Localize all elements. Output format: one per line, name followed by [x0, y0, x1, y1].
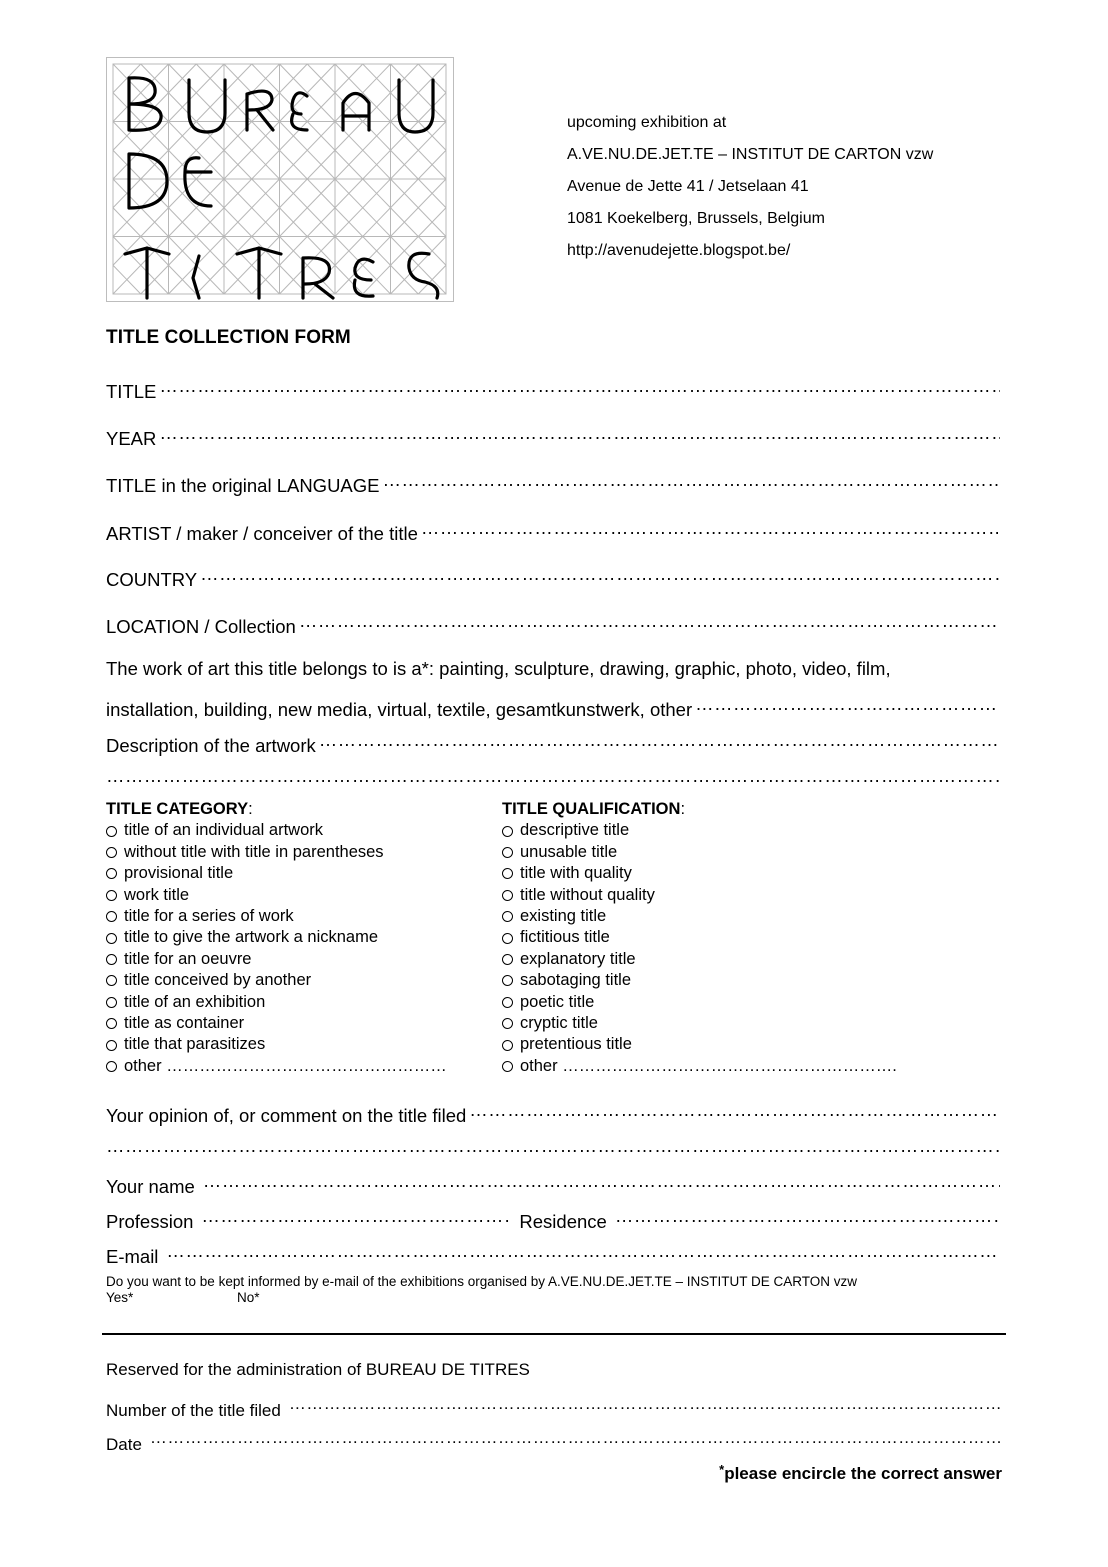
category-option-label: title of an exhibition	[124, 992, 266, 1011]
logo-grid-graphic	[107, 58, 453, 301]
category-option-label: title conceived by another	[124, 971, 312, 990]
email-label: E-mail	[106, 1246, 159, 1267]
category-option-label: title to give the artwork a nickname	[124, 928, 379, 947]
radio-circle-icon[interactable]	[502, 868, 513, 879]
country-label: COUNTRY	[106, 569, 198, 590]
original-language-fill-line[interactable]	[383, 468, 1001, 492]
radio-circle-icon[interactable]	[502, 1061, 513, 1072]
title-qualification-column	[502, 799, 1002, 1077]
location-label: LOCATION / Collection	[106, 616, 296, 637]
category-option[interactable]	[106, 927, 496, 948]
radio-circle-icon[interactable]	[106, 933, 117, 944]
country-field[interactable]	[106, 562, 1000, 592]
qualification-option-label: other …………………………………………………….	[520, 1056, 897, 1075]
radio-circle-icon[interactable]	[106, 1061, 117, 1072]
admin-number-field[interactable]	[106, 1392, 1000, 1423]
radio-circle-icon[interactable]	[502, 847, 513, 858]
opinion-fill-line[interactable]	[469, 1098, 1000, 1122]
location-field[interactable]	[106, 609, 1000, 639]
opinion-fill-line-2[interactable]	[106, 1134, 1000, 1158]
radio-circle-icon[interactable]	[106, 847, 117, 858]
description-continuation[interactable]	[106, 764, 1000, 788]
title-category-heading	[106, 799, 496, 820]
admin-heading: Reserved for the administration of BUREAU DE TITRES	[106, 1360, 530, 1379]
qualification-option-label: title without quality	[520, 885, 655, 904]
footnote-text: please encircle the correct answer	[724, 1464, 1002, 1483]
qualification-option-label: poetic title	[520, 992, 595, 1011]
admin-number-fill-line[interactable]	[289, 1392, 1000, 1416]
category-option-label: title as container	[124, 1014, 245, 1033]
radio-circle-icon[interactable]	[106, 826, 117, 837]
newsletter-yes-option[interactable]: Yes*	[106, 1290, 134, 1305]
qualification-option[interactable]	[502, 885, 1002, 906]
radio-circle-icon[interactable]	[106, 975, 117, 986]
year-label: YEAR	[106, 428, 157, 449]
year-field[interactable]	[106, 421, 1000, 451]
radio-circle-icon[interactable]	[502, 1040, 513, 1051]
category-option-label: title for an oeuvre	[124, 949, 252, 968]
divider-line	[102, 1333, 1006, 1335]
category-option-label: other ……………………………………………	[124, 1056, 447, 1075]
footnote	[719, 1462, 1002, 1484]
qualification-option[interactable]	[502, 949, 1002, 970]
qualification-option-label: pretentious title	[520, 1035, 632, 1054]
email-fill-line[interactable]	[166, 1239, 1000, 1263]
title-qualification-heading	[502, 799, 1002, 820]
category-option[interactable]	[106, 949, 496, 970]
radio-circle-icon[interactable]	[502, 997, 513, 1008]
title-qualification-heading-text: TITLE QUALIFICATION	[502, 800, 681, 818]
qualification-option-label: sabotaging title	[520, 971, 631, 990]
logo-letter-stroke	[185, 158, 211, 206]
header-line-city: 1081 Koekelberg, Brussels, Belgium	[567, 210, 825, 227]
category-option-label: work title	[124, 885, 190, 904]
residence-label: Residence	[519, 1211, 607, 1232]
header-line-upcoming: upcoming exhibition at	[567, 114, 727, 131]
category-option-label: without title with title in parentheses	[124, 842, 384, 861]
qualification-option[interactable]	[502, 842, 1002, 863]
category-option-label: title for a series of work	[124, 907, 294, 926]
title-field[interactable]	[106, 374, 1000, 404]
radio-circle-icon[interactable]	[106, 997, 117, 1008]
qualification-option-label: title with quality	[520, 864, 632, 883]
newsletter-no-option[interactable]: No*	[237, 1290, 260, 1305]
category-option[interactable]	[106, 992, 496, 1013]
header-link-blog[interactable]: http://avenudejette.blogspot.be/	[567, 242, 791, 259]
radio-circle-icon[interactable]	[502, 890, 513, 901]
form-title: TITLE COLLECTION FORM	[106, 327, 351, 348]
header-line-street: Avenue de Jette 41 / Jetselaan 41	[567, 178, 809, 195]
category-option-label: title that parasitizes	[124, 1035, 266, 1054]
header-line-institute: A.VE.NU.DE.JET.TE – INSTITUT DE CARTON vzw	[567, 146, 934, 163]
description-field[interactable]	[106, 728, 1000, 758]
artist-label: ARTIST / maker / conceiver of the title	[106, 523, 418, 544]
radio-circle-icon[interactable]	[106, 954, 117, 965]
qualification-option[interactable]	[502, 863, 1002, 884]
category-option[interactable]	[106, 885, 496, 906]
logo-letter-stroke	[303, 258, 333, 298]
admin-date-field[interactable]	[106, 1426, 1000, 1457]
artist-fill-line[interactable]	[421, 516, 1000, 540]
qualification-option-label: existing title	[520, 907, 607, 926]
qualification-option[interactable]	[502, 970, 1002, 991]
qualification-option[interactable]	[502, 906, 1002, 927]
radio-circle-icon[interactable]	[502, 975, 513, 986]
qualification-option-label: cryptic title	[520, 1014, 598, 1033]
opinion-label: Your opinion of, or comment on the title filed	[106, 1105, 467, 1126]
newsletter-question: Do you want to be kept informed by e-mail of the exhibitions organised by A.VE.NU.DE.JET.TE – INSTITUT DE CARTON vzw	[106, 1274, 858, 1289]
qualification-option[interactable]	[502, 992, 1002, 1013]
category-option[interactable]	[106, 842, 496, 863]
category-option[interactable]	[106, 863, 496, 884]
title-qualification-colon: :	[680, 800, 686, 818]
email-field[interactable]	[106, 1239, 1000, 1269]
title-fill-line[interactable]	[159, 374, 1000, 398]
footnote-asterisk: *	[719, 1462, 725, 1477]
category-option[interactable]	[106, 970, 496, 991]
description-label: Description of the artwork	[106, 735, 316, 756]
name-label: Your name	[106, 1176, 195, 1197]
work-type-line-1: The work of art this title belongs to is a*: painting, sculpture, drawing, graphic, photo, video, film,	[106, 658, 891, 679]
qualification-option[interactable]	[502, 927, 1002, 948]
description-fill-line-2[interactable]	[106, 764, 1000, 788]
admin-date-label: Date	[106, 1435, 142, 1454]
qualification-option[interactable]	[502, 1013, 1002, 1034]
title-category-column	[106, 799, 496, 1077]
category-option-label: title of an individual artwork	[124, 821, 324, 840]
opinion-continuation[interactable]	[106, 1134, 1000, 1158]
country-fill-line[interactable]	[200, 562, 1000, 586]
radio-circle-icon[interactable]	[106, 1018, 117, 1029]
radio-circle-icon[interactable]	[106, 868, 117, 879]
radio-circle-icon[interactable]	[502, 954, 513, 965]
title-category-heading-text: TITLE CATEGORY	[106, 800, 249, 818]
radio-circle-icon[interactable]	[502, 933, 513, 944]
original-language-field[interactable]	[106, 468, 1000, 498]
profession-fill-line[interactable]	[201, 1204, 511, 1228]
radio-circle-icon[interactable]	[502, 911, 513, 922]
bureau-de-titres-logo	[106, 57, 454, 302]
description-fill-line[interactable]	[319, 728, 1000, 752]
qualification-option[interactable]	[502, 1034, 1002, 1055]
qualification-option-label: unusable title	[520, 842, 618, 861]
radio-circle-icon[interactable]	[106, 1040, 117, 1051]
artist-field[interactable]	[106, 516, 1000, 546]
admin-number-label: Number of the title filed	[106, 1401, 281, 1420]
profession-residence-row	[106, 1204, 1000, 1234]
radio-circle-icon[interactable]	[502, 1018, 513, 1029]
work-type-fill-line[interactable]	[695, 692, 1000, 716]
category-option-other[interactable]	[106, 1056, 496, 1077]
category-option[interactable]	[106, 1013, 496, 1034]
category-option-label: provisional title	[124, 864, 234, 883]
qualification-option-label: fictitious title	[520, 928, 610, 947]
category-option[interactable]	[106, 820, 496, 841]
name-fill-line[interactable]	[203, 1169, 1000, 1193]
category-option[interactable]	[106, 906, 496, 927]
work-type-label: installation, building, new media, virtual, textile, gesamtkunstwerk, other	[106, 699, 693, 720]
location-fill-line[interactable]	[299, 609, 1000, 633]
title-category-colon: :	[248, 800, 253, 818]
qualification-option-other[interactable]	[502, 1056, 1002, 1077]
original-language-label: TITLE in the original LANGUAGE	[106, 475, 380, 496]
radio-circle-icon[interactable]	[106, 890, 117, 901]
admin-date-fill-line[interactable]	[150, 1426, 1000, 1450]
category-option[interactable]	[106, 1034, 496, 1055]
radio-circle-icon[interactable]	[502, 826, 513, 837]
profession-label: Profession	[106, 1211, 194, 1232]
residence-fill-line[interactable]	[615, 1204, 1000, 1228]
name-field[interactable]	[106, 1169, 1000, 1199]
radio-circle-icon[interactable]	[106, 911, 117, 922]
qualification-option[interactable]	[502, 820, 1002, 841]
opinion-field[interactable]	[106, 1098, 1000, 1128]
title-label: TITLE	[106, 381, 157, 402]
qualification-option-label: explanatory title	[520, 949, 636, 968]
work-type-field[interactable]	[106, 692, 1000, 722]
qualification-option-label: descriptive title	[520, 821, 630, 840]
year-fill-line[interactable]	[159, 421, 1000, 445]
